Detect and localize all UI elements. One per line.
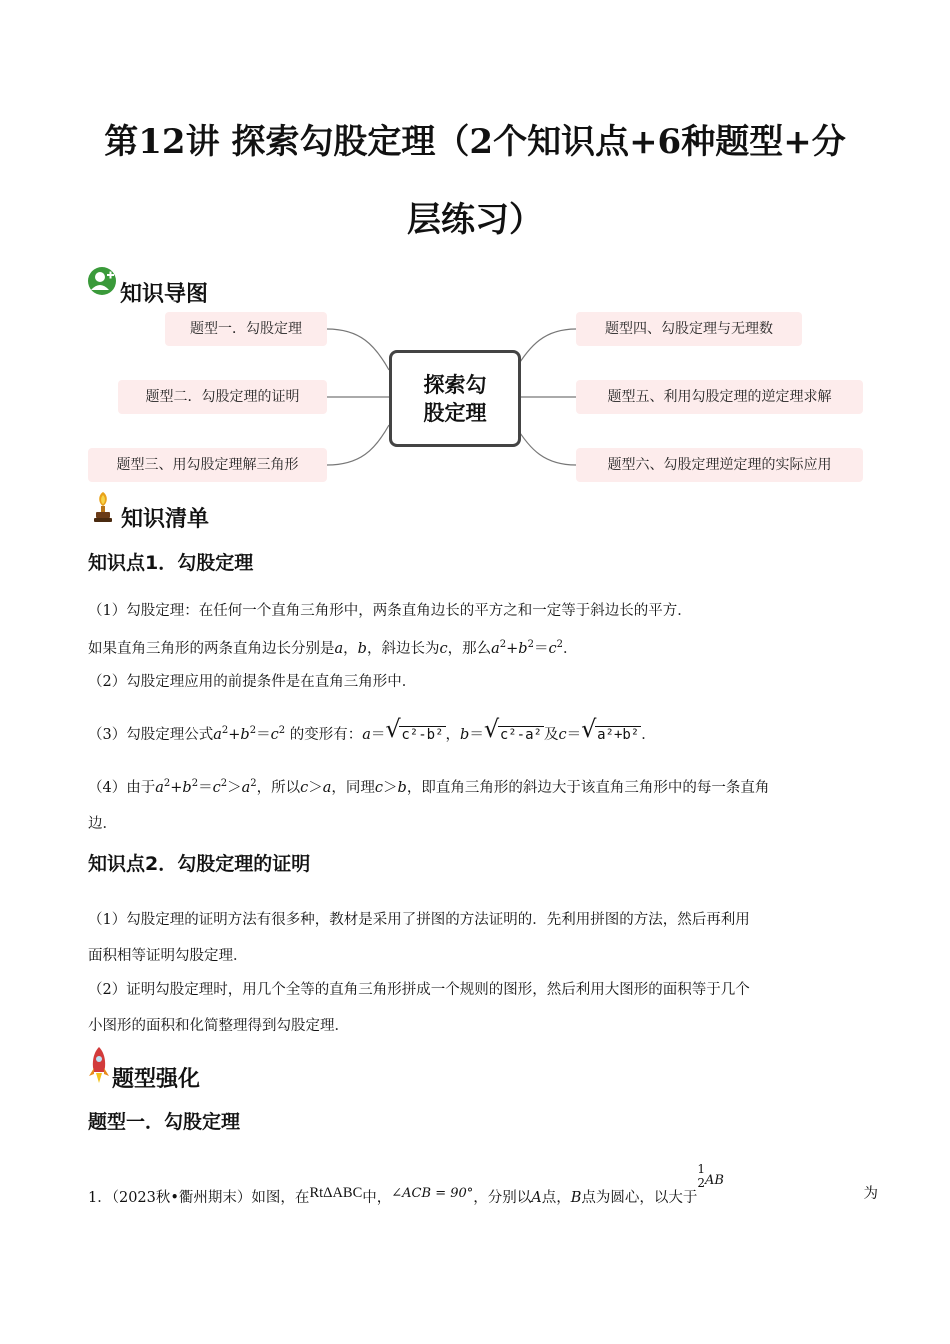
rocket-icon (88, 1046, 110, 1084)
q1-text-b: 中， (362, 1190, 392, 1206)
section-knowledge-heading: 知识清单 (121, 507, 210, 532)
kp1-p5-text-d: ，即直角三角形的斜边大于该直角三角形中的每一条直角 (406, 779, 770, 796)
q1-triangle: RtΔABC (309, 1185, 363, 1201)
kp2-p1-line-b: 面积相等证明勾股定理． (88, 948, 248, 964)
kp2-p1-line-a: （1）勾股定理的证明方法有很多种，教材是采用了拼图的方法证明的．先利用拼图的方法，然后再利用 (88, 912, 750, 928)
kp1-p5-text-e: 边． (88, 815, 117, 832)
type1-title: 题型一．勾股定理 (88, 1111, 241, 1133)
kp1-p4: （3）勾股定理公式$a^2+b^2=c^2$ 的变形有：a＝ √ c²-b² ，b＝ √ c²-a² 及c＝ √ a²+b² ． (88, 714, 656, 743)
kp1-p5-text-a: （4）由于 (88, 779, 156, 796)
mindmap-center-line1: 探索勾 (423, 372, 487, 397)
kp2-p2-line-a: （2）证明勾股定理时，用几个全等的直角三角形拼成一个规则的图形，然后利用大图形的面积等于几个 (88, 982, 750, 998)
kp2-title: 知识点2．勾股定理的证明 (88, 853, 311, 875)
mindmap-item-type5: 题型五、利用勾股定理的逆定理求解 (576, 380, 863, 414)
kp1-p5: （4）由于$a^2+b^2=c^2>a^2$，所以c＞a，同理c＞b，即直角三角形的斜边大于该直角三角形中的每一条直角 边． (88, 778, 770, 832)
kp1-p5-text-b: ，所以 (256, 779, 301, 796)
sqrt-formula-b: √ c²-a² (483, 714, 542, 743)
kp1-p2-text-a: 如果直角三角形的两条直角边长分别是 (88, 640, 335, 657)
kp1-p3: （2）勾股定理应用的前提条件是在直角三角形中． (88, 674, 417, 690)
mindmap-item-type4: 题型四、勾股定理与无理数 (576, 312, 802, 346)
mindmap-item-type2: 题型二．勾股定理的证明 (118, 380, 327, 414)
kp1-title: 知识点1．勾股定理 (88, 552, 254, 574)
kp2-p2 (88, 972, 868, 1044)
section-practice-heading: 题型强化 (112, 1067, 201, 1092)
q1-text-e: 点为圆心，以大于 (581, 1190, 698, 1206)
kp1-p4-text-a: （3）勾股定理公式 (88, 726, 214, 743)
kp1-p2: 如果直角三角形的两条直角边长分别是a，b，斜边长为c，那么$a^2+b^2=c^2$． (88, 639, 578, 657)
q1-text-d: 点， (541, 1190, 571, 1206)
kp2-p2-line-b: 小图形的面积和化简整理得到勾股定理． (88, 1018, 349, 1034)
mindmap-center-line2: 股定理 (423, 400, 487, 425)
trophy-icon (91, 490, 115, 524)
q1-ab: AB (705, 1173, 724, 1188)
q1-text-c: ，分别以 (473, 1190, 532, 1206)
sqrt-formula-a: √ c²-b² (385, 714, 444, 743)
mindmap-center (389, 350, 521, 447)
kp1-p4-text-b: 的变形有： (289, 726, 363, 743)
q1-angle: ∠ACB = 90° (391, 1186, 474, 1201)
kp2-p1 (88, 902, 868, 974)
kp1-p2-text-b: ，斜边长为 (366, 640, 440, 657)
mindmap-item-type3: 题型三、用勾股定理解三角形 (88, 448, 327, 482)
page-title-line2: 层练习） (407, 200, 543, 240)
q1-fraction: 1 2 (697, 1162, 706, 1190)
kp1-p1: （1）勾股定理：在任何一个直角三角形中，两条直角边长的平方之和一定等于斜边长的平方． (88, 603, 692, 619)
q1-text-f: 为 (863, 1186, 878, 1202)
kp1-p2-text-c: ，那么 (447, 640, 492, 657)
question-1: 1．（2023秋•衢州期末）如图，在RtΔABC中，∠ACB = 90°，分别以A点，B点为圆心，以大于1 2AB 为 (88, 1162, 878, 1206)
kp1-p5-text-c: ，同理 (331, 779, 375, 796)
mindmap-item-type6: 题型六、勾股定理逆定理的实际应用 (576, 448, 863, 482)
mindmap-item-type1: 题型一．勾股定理 (165, 312, 327, 346)
sqrt-formula-c: √ a²+b² (581, 714, 640, 743)
section-mindmap-heading: 知识导图 (120, 282, 209, 307)
q1-text-a: 1．（2023秋•衢州期末）如图，在 (88, 1190, 310, 1206)
page-title-line1: 第12讲 探索勾股定理（2个知识点+6种题型+分 (104, 122, 846, 162)
